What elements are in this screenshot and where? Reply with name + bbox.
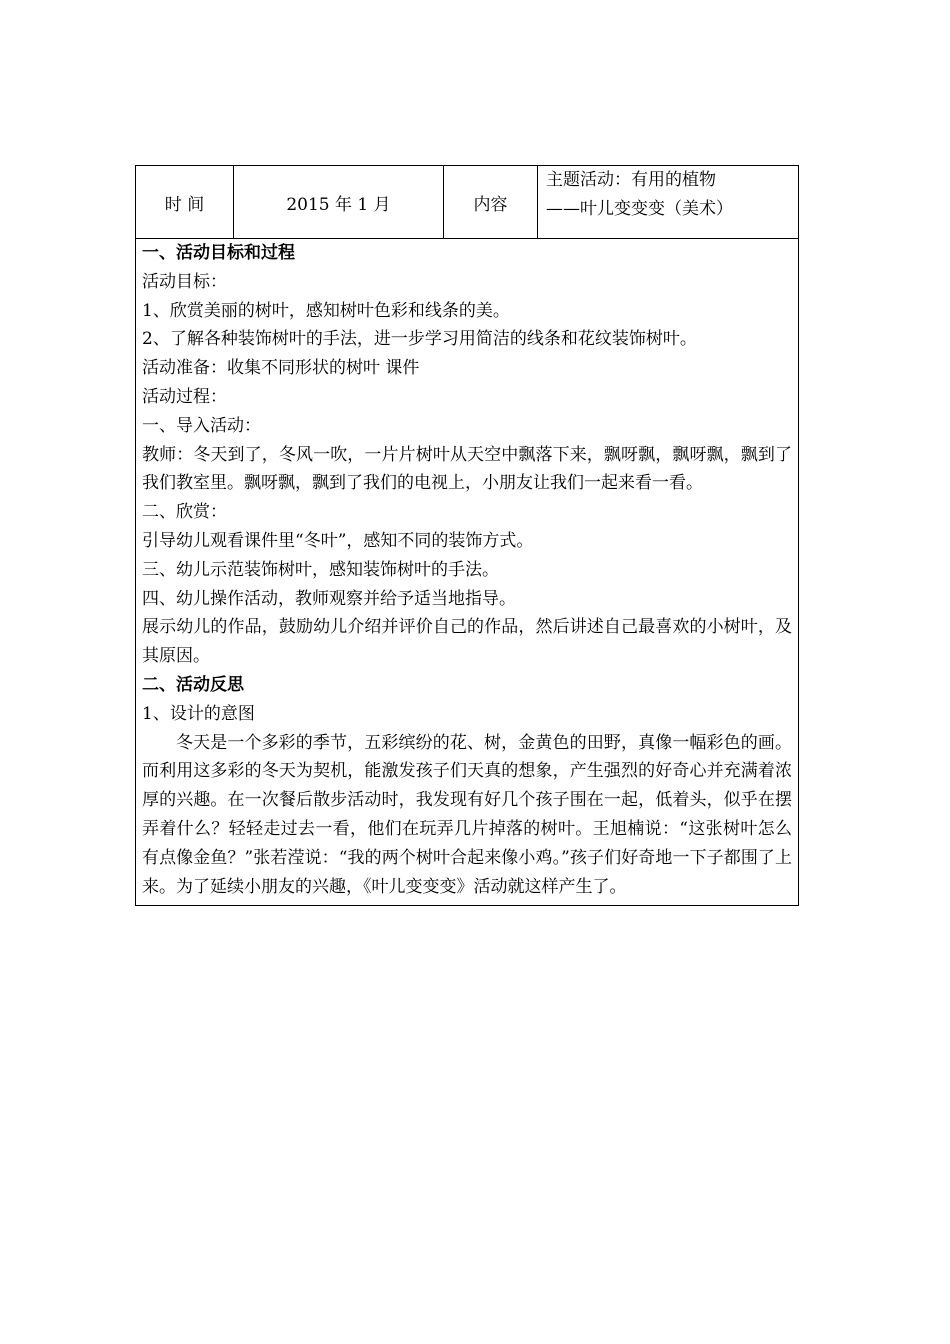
topic-line-2: ——叶儿变变变（美术） — [546, 198, 733, 219]
topic-cell — [538, 166, 799, 239]
section1-title: 一、活动目标和过程 — [142, 243, 295, 263]
reflection-text: 冬天是一个多彩的季节，五彩缤纷的花、树，金黄色的田野，真像一幅彩色的画。而利用这多彩的冬天为契机，能激发孩子们天真的想象，产生强烈的好奇心并充满着浓厚的兴趣。在一次餐后散步活动时，我发现有好几个孩子围在一起，低着头，似乎在摆弄着什么？轻轻走过去一看，他们在玩弄几片掉落的树叶。王旭楠说：“这张树叶怎么有点像金鱼？”张若滢说：“我的两个树叶合起来像小鸡。”孩子们好奇地一下子都围了上来。为了延续小朋友的兴趣，《叶儿变变变》活动就这样产生了。 — [142, 732, 792, 897]
body-cell — [136, 239, 799, 906]
reflection-heading: 1、设计的意图 — [142, 703, 255, 724]
step2-text: 引导幼儿观看课件里“冬叶”，感知不同的装饰方式。 — [142, 530, 534, 551]
step1-text: 教师：冬天到了，冬风一吹，一片片树叶从天空中飘落下来，飘呀飘，飘呀飘，飘到了我们教室里。飘呀飘，飘到了我们的电视上，小朋友让我们一起来看一看。 — [142, 444, 792, 494]
time-label: 时 间 — [136, 166, 234, 239]
step4-text: 四、幼儿操作活动，教师观察并给予适当地指导。 — [142, 588, 516, 609]
body-row — [136, 239, 799, 906]
step4-detail: 展示幼儿的作品，鼓励幼儿介绍并评价自己的作品，然后讲述自己最喜欢的小树叶，及其原因。 — [142, 617, 792, 667]
step3-text: 三、幼儿示范装饰树叶，感知装饰树叶的手法。 — [142, 559, 499, 580]
step1-heading: 一、导入活动： — [142, 415, 261, 436]
step2-heading: 二、欣赏： — [142, 502, 227, 523]
lesson-plan-table — [135, 165, 799, 906]
content-label: 内容 — [444, 166, 538, 239]
time-value: 2015 年 1 月 — [234, 166, 444, 239]
section2-title: 二、活动反思 — [142, 674, 244, 695]
header-row — [136, 166, 799, 239]
topic-line-1: 主题活动：有用的植物 — [546, 170, 716, 190]
preparation-text: 活动准备：收集不同形状的树叶 课件 — [142, 358, 420, 379]
process-heading: 活动过程： — [142, 386, 227, 407]
goal-heading: 活动目标： — [142, 271, 227, 292]
goal-item-2: 2、了解各种装饰树叶的手法，进一步学习用简洁的线条和花纹装饰树叶。 — [142, 329, 697, 350]
goal-item-1: 1、欣赏美丽的树叶，感知树叶色彩和线条的美。 — [142, 300, 510, 321]
